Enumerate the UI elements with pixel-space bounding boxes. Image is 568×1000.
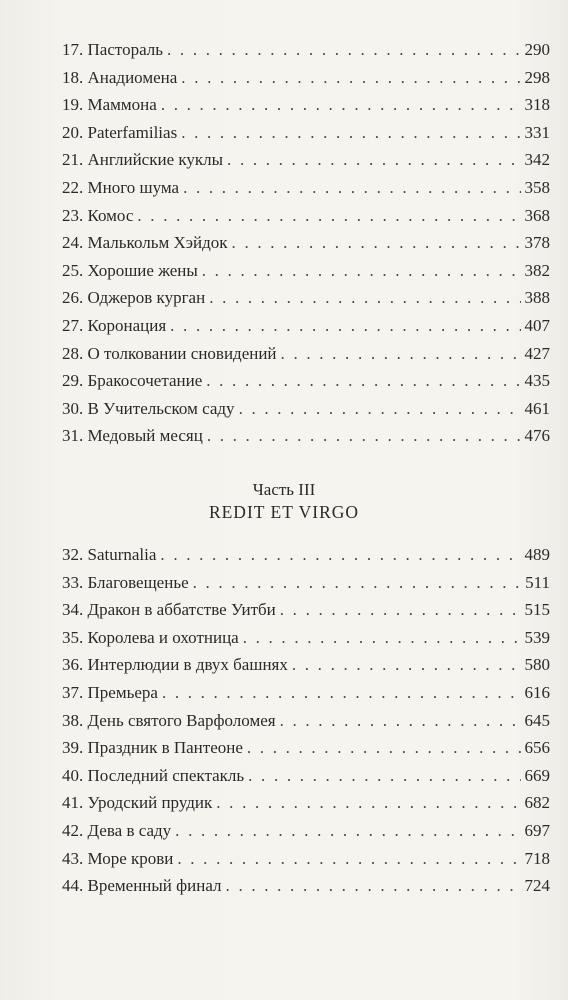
chapter-title: О толковании сновидений xyxy=(87,343,277,363)
dot-leader xyxy=(170,312,520,340)
page-number: 358 xyxy=(524,177,550,197)
toc-entry xyxy=(62,845,550,873)
toc-entry xyxy=(62,624,550,652)
dot-leader xyxy=(167,36,520,64)
dot-leader xyxy=(193,569,522,597)
chapter-number: 25. xyxy=(62,260,84,280)
dot-leader xyxy=(232,229,521,257)
chapter-number: 24. xyxy=(62,233,84,253)
page-number: 656 xyxy=(524,738,550,758)
dot-leader xyxy=(216,789,520,817)
chapter-title: Море крови xyxy=(87,848,174,868)
dot-leader xyxy=(247,734,521,762)
page-number: 669 xyxy=(524,765,550,785)
chapter-title: Анадиомена xyxy=(87,67,178,87)
toc-entry xyxy=(62,596,550,624)
chapter-title: Временный финал xyxy=(87,876,222,896)
toc-entry xyxy=(62,174,550,202)
chapter-number: 40. xyxy=(62,765,84,785)
chapter-title: Пастораль xyxy=(87,40,164,59)
dot-leader xyxy=(206,367,520,395)
page-number: 331 xyxy=(524,122,550,142)
chapter-title: Уродский прудик xyxy=(87,793,213,813)
page-number: 407 xyxy=(524,315,550,335)
toc-entry xyxy=(62,91,550,119)
chapter-number: 35. xyxy=(62,627,84,647)
toc-entry xyxy=(62,679,550,707)
chapter-number: 34. xyxy=(62,600,84,620)
dot-leader xyxy=(207,422,521,450)
dot-leader xyxy=(161,91,521,119)
dot-leader xyxy=(181,64,520,92)
dot-leader xyxy=(226,872,521,900)
chapter-title: Бракосочетание xyxy=(87,371,203,391)
chapter-number: 23. xyxy=(62,205,84,225)
chapter-number: 41. xyxy=(62,793,84,813)
chapter-number: 39. xyxy=(62,738,84,758)
toc-entry xyxy=(62,312,550,340)
chapter-title: День святого Варфоломея xyxy=(87,710,276,730)
chapter-title: Много шума xyxy=(87,177,180,197)
dot-leader xyxy=(280,596,521,624)
dot-leader xyxy=(209,284,520,312)
toc-entry xyxy=(62,119,550,147)
page-number: 461 xyxy=(524,398,550,418)
chapter-number: 37. xyxy=(62,682,84,702)
chapter-title: Последний спектакль xyxy=(87,765,245,785)
toc-entry xyxy=(62,762,550,790)
part-label: Часть III xyxy=(252,480,316,499)
chapter-title: Saturnalia xyxy=(87,545,157,564)
page-number: 682 xyxy=(524,793,550,813)
chapter-number: 28. xyxy=(62,343,84,363)
page-number: 515 xyxy=(524,600,550,620)
chapter-title: Премьера xyxy=(87,682,158,702)
chapter-number: 31. xyxy=(62,426,84,446)
chapter-number: 42. xyxy=(62,820,84,840)
toc-entry xyxy=(62,817,550,845)
chapter-title: Медовый месяц xyxy=(87,426,203,446)
page-number: 580 xyxy=(524,655,550,675)
chapter-number: 20. xyxy=(62,122,84,142)
toc-entry xyxy=(62,541,550,569)
toc-list xyxy=(62,541,550,900)
dot-leader xyxy=(227,146,520,174)
toc-list xyxy=(62,36,550,450)
toc-entry xyxy=(62,284,550,312)
toc-entry xyxy=(62,395,550,423)
dot-leader xyxy=(248,762,520,790)
chapter-number: 21. xyxy=(62,150,84,170)
toc-entry xyxy=(62,872,550,900)
toc-entry xyxy=(62,651,550,679)
chapter-number: 29. xyxy=(62,371,84,391)
toc-entry xyxy=(62,367,550,395)
chapter-number: 44. xyxy=(62,876,84,896)
dot-leader xyxy=(243,624,521,652)
chapter-title: Комос xyxy=(87,205,134,225)
chapter-title: Королева и охотница xyxy=(87,627,239,647)
chapter-title: Дракон в аббатстве Уитби xyxy=(87,600,276,620)
toc-entry xyxy=(62,257,550,285)
page-number: 388 xyxy=(524,288,550,308)
page-number: 539 xyxy=(524,627,550,647)
chapter-number: 30. xyxy=(62,398,84,418)
chapter-number: 43. xyxy=(62,848,84,868)
dot-leader xyxy=(280,707,521,735)
chapter-number: 38. xyxy=(62,710,84,730)
dot-leader xyxy=(137,202,520,230)
toc-entry xyxy=(62,36,550,64)
chapter-title: Малькольм Хэйдок xyxy=(87,233,228,253)
dot-leader xyxy=(239,395,521,423)
toc-entry xyxy=(62,340,550,368)
page-number: 645 xyxy=(524,710,550,730)
toc-entry xyxy=(62,146,550,174)
chapter-number: 27. xyxy=(62,315,84,335)
chapter-number: 33. xyxy=(62,572,84,592)
page-number: 697 xyxy=(524,820,550,840)
page-number: 298 xyxy=(524,67,550,87)
toc-entry xyxy=(62,569,550,597)
chapter-number: 17. xyxy=(62,40,84,59)
chapter-number: 26. xyxy=(62,288,84,308)
chapter-title: Праздник в Пантеоне xyxy=(87,738,243,758)
toc-entry xyxy=(62,202,550,230)
chapter-number: 22. xyxy=(62,177,84,197)
page-number: 724 xyxy=(524,876,550,896)
chapter-number: 18. xyxy=(62,67,84,87)
chapter-title: Оджеров курган xyxy=(87,288,206,308)
dot-leader xyxy=(175,817,520,845)
chapter-title: В Учительском саду xyxy=(87,398,235,418)
part-title: REDIT ET VIRGO xyxy=(208,502,360,522)
toc-entry xyxy=(62,229,550,257)
dot-leader xyxy=(281,340,521,368)
page-number: 368 xyxy=(524,205,550,225)
chapter-title: Дева в саду xyxy=(87,820,172,840)
chapter-title: Английские куклы xyxy=(87,150,224,170)
page-number: 616 xyxy=(524,682,550,702)
page-number: 511 xyxy=(525,572,550,592)
page-number: 489 xyxy=(524,545,550,564)
chapter-title: Благовещенье xyxy=(87,572,189,592)
dot-leader xyxy=(162,679,521,707)
toc-entry xyxy=(62,64,550,92)
dot-leader xyxy=(181,119,520,147)
dot-leader xyxy=(160,541,520,569)
toc-entry xyxy=(62,734,550,762)
page-number: 382 xyxy=(524,260,550,280)
page-number: 718 xyxy=(524,848,550,868)
page-number: 427 xyxy=(524,343,550,363)
toc-entry xyxy=(62,707,550,735)
toc-entry xyxy=(62,789,550,817)
page-number: 476 xyxy=(524,426,550,446)
chapter-title: Интерлюдии в двух башнях xyxy=(87,655,288,675)
chapter-number: 19. xyxy=(62,95,84,115)
chapter-number: 36. xyxy=(62,655,84,675)
chapter-title: Маммона xyxy=(87,95,157,115)
page-number: 290 xyxy=(524,40,550,59)
chapter-title: Paterfamilias xyxy=(87,122,178,142)
page-number: 378 xyxy=(524,233,550,253)
dot-leader xyxy=(177,845,520,873)
chapter-number: 32. xyxy=(62,545,84,564)
dot-leader xyxy=(202,257,521,285)
chapter-title: Коронация xyxy=(87,315,167,335)
page-number: 342 xyxy=(524,150,550,170)
page-number: 435 xyxy=(524,371,550,391)
toc-entry xyxy=(62,422,550,450)
chapter-title: Хорошие жены xyxy=(87,260,198,280)
page-number: 318 xyxy=(524,95,550,115)
dot-leader xyxy=(292,651,521,679)
dot-leader xyxy=(183,174,520,202)
